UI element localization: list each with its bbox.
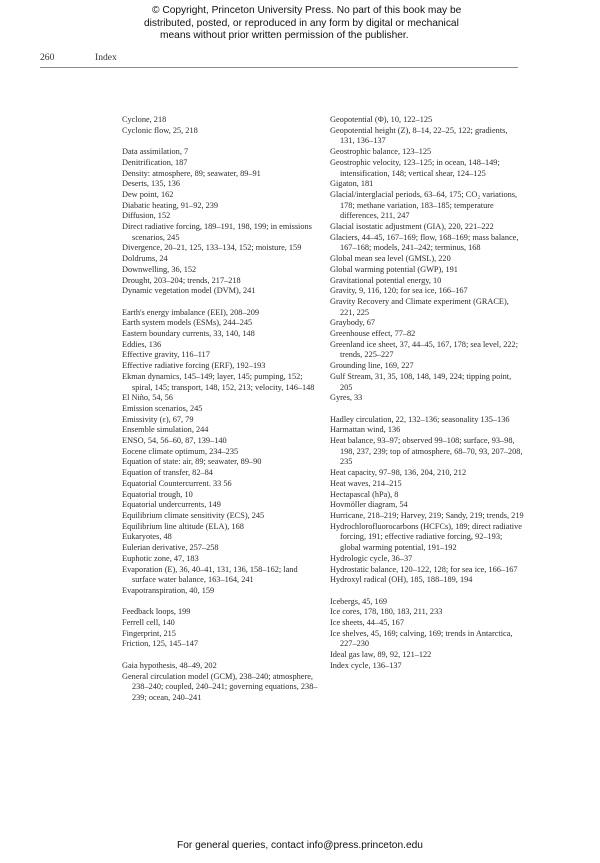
index-entry: Geostrophic velocity, 123–125; in ocean, 148–149; intensification, 148; vertical shear, 124–125 [330, 157, 500, 178]
index-entry: Hydroxyl radical (OH), 185, 188–189, 194 [330, 575, 473, 585]
index-entry: Gaia hypothesis, 48–49, 202 [122, 660, 217, 670]
index-entry: Data assimilation, 7 [122, 147, 189, 157]
index-entry: ENSO, 54, 56–60, 87, 139–140 [122, 436, 227, 446]
index-entry: Hurricane, 218–219; Harvey, 219; Sandy, 219; trends, 219 [330, 511, 524, 520]
section-gap [330, 404, 524, 415]
index-column-right [330, 115, 524, 672]
index-entry: Hovmöller diagram, 54 [330, 500, 408, 510]
index-entry: Dew point, 162 [122, 189, 174, 199]
index-entry: Hadley circulation, 22, 132–136; seasonality 135–136 [330, 414, 510, 424]
index-entry: Friction, 125, 145–147 [122, 639, 199, 649]
copyright-line-3: means without prior written permission of the publisher. [160, 30, 409, 41]
index-entry: Gigaton, 181 [330, 179, 374, 189]
section-gap [122, 597, 318, 608]
section-gap [122, 650, 318, 661]
index-entry: Evapotranspiration, 40, 159 [122, 585, 215, 595]
index-entry: Density: atmosphere, 89; seawater, 89–91 [122, 168, 261, 178]
index-entry: Grounding line, 169, 227 [330, 361, 414, 371]
index-column-left [122, 115, 318, 704]
index-entry: Euphotic zone, 47, 183 [122, 553, 199, 563]
index-entry: Graybody, 67 [330, 318, 376, 328]
index-entry: Hydrologic cycle, 36–37 [330, 553, 413, 563]
section-gap [122, 136, 318, 147]
index-entry: Effective gravity, 116–117 [122, 350, 210, 360]
index-entry: Gulf Stream, 31, 35, 108, 148, 149, 224; tipping point, 205 [330, 371, 512, 392]
index-entry: Downwelling, 36, 152 [122, 264, 197, 274]
index-entry: Equation of transfer, 82–84 [122, 468, 213, 478]
index-entry: Gravitational potential energy, 10 [330, 275, 442, 285]
index-entry: Ice sheets, 44–45, 167 [330, 618, 404, 628]
index-entry: Glacial/interglacial periods, 63–64, 175; CO₂ variations, 178; methane variation, 183–185; temperature differences, 211, 247 [330, 189, 518, 221]
index-entry: Global mean sea level (GMSL), 220 [330, 254, 451, 264]
index-entry: Equatorial trough, 10 [122, 489, 193, 499]
index-entry: Equilibrium line altitude (ELA), 168 [122, 521, 244, 531]
index-entry: Ideal gas law, 89, 92, 121–122 [330, 650, 432, 660]
page-number: 260 [40, 52, 55, 63]
index-entry: Diabatic heating, 91–92, 239 [122, 200, 219, 210]
index-entry: Direct radiative forcing, 189–191, 198, 199; in emissions scenarios, 245 [122, 222, 312, 242]
index-entry: Glacial isostatic adjustment (GIA), 220, 221–222 [330, 222, 494, 232]
index-entry: El Niño, 54, 56 [122, 393, 173, 403]
index-entry: Equatorial Countercurrent. 33 56 [122, 478, 232, 488]
index-entry: Hydrochlorofluorocarbons (HCFCs), 189; direct radiative forcing, 191; effective radiative forcing, 92–193; global warming potential, 191–192 [330, 521, 522, 553]
index-entry: Evaporation (E), 36, 40–41, 131, 136, 158–162; land surface water balance, 163–164, 241 [122, 564, 298, 585]
index-entry: Ice shelves, 45, 169; calving, 169; trends in Antarctica, 227–230 [330, 628, 513, 649]
index-entry: Emission scenarios, 245 [122, 403, 203, 413]
section-gap [330, 586, 524, 597]
index-entry: Eocene climate optimum, 234–235 [122, 446, 239, 456]
index-entry: Eukaryotes, 48 [122, 532, 172, 542]
copyright-line-2: distributed, posted, or reproduced in any form by digital or mechanical [144, 17, 459, 29]
index-entry: Heat balance, 93–97; observed 99–108; surface, 93–98, 198, 237, 239; top of atmosphere, 68–70, 93, 207–208, 235 [330, 436, 523, 467]
index-entry: Cyclonic flow, 25, 218 [122, 125, 198, 135]
index-entry: Gyres, 33 [330, 393, 363, 403]
index-entry: Hydrostatic balance, 120–122, 128; for sea ice, 166–167 [330, 564, 518, 574]
index-entry: Equatorial undercurrents, 149 [122, 500, 221, 510]
index-entry: Gravity Recovery and Climate experiment (GRACE), 221, 225 [330, 296, 509, 317]
index-entry: Ferrell cell, 140 [122, 618, 175, 627]
index-entry: Eulerian derivative, 257–258 [122, 543, 219, 553]
index-entry: Index cycle, 136–137 [330, 660, 402, 670]
index-entry: Global warming potential (GWP), 191 [330, 264, 458, 274]
copyright-line-1: © Copyright, Princeton University Press. No part of this book may be [152, 5, 462, 16]
index-entry: Gravity, 9, 116, 120; for sea ice, 166–167 [330, 286, 468, 296]
index-entry: Hectapascal (hPa), 8 [330, 489, 399, 499]
index-entry: Heat capacity, 97–98, 136, 204, 210, 212 [330, 468, 467, 478]
index-entry: Emissivity (ε), 67, 79 [122, 414, 194, 424]
index-entry: Eddies, 136 [122, 339, 162, 349]
index-entry: Icebergs, 45, 169 [330, 596, 387, 606]
index-entry: Ensemble simulation, 244 [122, 425, 209, 435]
index-entry: General circulation model (GCM), 238–240; atmosphere, 238–240; coupled, 240–241; governing equations, 238–239; ocean, 240–241 [122, 671, 318, 702]
index-entry: Doldrums, 24 [122, 254, 168, 264]
index-entry: Divergence, 20–21, 125, 133–134, 152; moisture, 159 [122, 243, 302, 253]
index-entry: Drought, 203–204; trends, 217–218 [122, 275, 241, 285]
index-entry: Equilibrium climate sensitivity (ECS), 245 [122, 510, 265, 520]
index-entry: Geopotential (Φ), 10, 122–125 [330, 115, 433, 124]
index-entry: Equation of state: air, 89; seawater, 89–90 [122, 457, 262, 467]
index-entry: Ice cores, 178, 180, 183, 211, 233 [330, 607, 443, 617]
index-entry: Ekman dynamics, 145–149; layer, 145; pumping, 152; spiral, 145; transport, 148, 152, 213; velocity, 146–148 [122, 371, 315, 392]
index-entry: Dynamic vegetation model (DVM), 241 [122, 286, 256, 296]
index-entry: Earth system models (ESMs), 244–245 [122, 318, 253, 328]
index-entry: Cyclone, 218 [122, 115, 167, 124]
index-entry: Geostrophic balance, 123–125 [330, 147, 432, 157]
section-gap [122, 297, 318, 308]
index-entry: Geopotential height (Z), 8–14, 22–25, 122; gradients, 131, 136–137 [330, 125, 508, 146]
index-entry: Greenland ice sheet, 37, 44–45, 167, 178; sea level, 222; trends, 225–227 [330, 339, 519, 360]
index-entry: Fingerprint, 215 [122, 628, 176, 638]
index-entry: Harmattan wind, 136 [330, 425, 401, 435]
running-title: Index [95, 52, 117, 63]
index-entry: Greenhouse effect, 77–82 [330, 329, 416, 339]
index-entry: Eastern boundary currents, 33, 140, 148 [122, 329, 255, 339]
footer-contact: For general queries, contact info@press.princeton.edu [177, 840, 423, 851]
index-entry: Feedback loops, 199 [122, 607, 191, 617]
index-entry: Earth's energy imbalance (EEI), 208–209 [122, 307, 260, 317]
header-rule [40, 67, 518, 68]
index-entry: Effective radiative forcing (ERF), 192–193 [122, 361, 266, 371]
index-entry: Heat waves, 214–215 [330, 478, 402, 488]
index-entry: Glaciers, 44–45, 167–169; flow, 168–169; mass balance, 167–168; models, 241–242; terminus, 168 [330, 232, 519, 253]
index-entry: Diffusion, 152 [122, 211, 171, 221]
index-entry: Deserts, 135, 136 [122, 179, 181, 189]
index-entry: Denitrification, 187 [122, 157, 188, 167]
